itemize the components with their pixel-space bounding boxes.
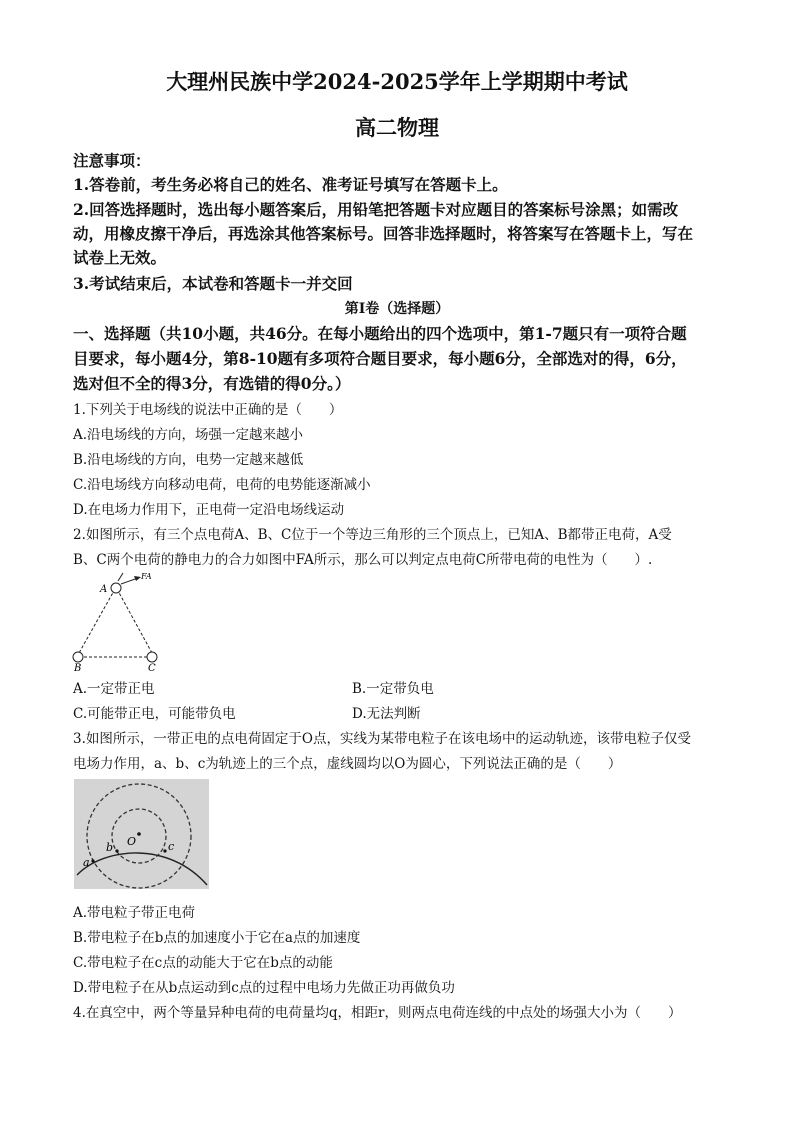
charge-b (73, 652, 83, 662)
q1-stem: 1.下列关于电场线的说法中正确的是（ ） (73, 402, 343, 418)
q3-option-d: D.带电粒子在从b点运动到c点的过程中电场力先做正功再做负功 (73, 980, 455, 996)
label-b: B (74, 663, 82, 674)
notice-item-2-line-3: 试卷上无效。 (73, 248, 167, 267)
q3-stem-line-2: 电场力作用，a、b、c为轨迹上的三个点，虚线圆均以O为圆心，下列说法正确的是（ ） (73, 756, 622, 772)
q2-option-c: C.可能带正电，可能带负电 (73, 706, 236, 722)
exam-title: 大理州民族中学2024-2025学年上学期期中考试 (166, 69, 628, 94)
triangle-side-ac (117, 589, 152, 653)
q1-option-a: A.沿电场线的方向，场强一定越来越小 (73, 427, 304, 443)
exam-subject: 高二物理 (355, 115, 439, 140)
force-arrow-head (134, 576, 141, 581)
section-instructions-line-1: 一、选择题（共10小题，共46分。在每小题给出的四个选项中，第1-7题只有一项符合题 (73, 324, 687, 343)
label-a: A (100, 584, 108, 595)
label-b: b (106, 841, 114, 854)
q1-option-c: C.沿电场线方向移动电荷，电荷的电势能逐渐减小 (73, 477, 371, 493)
q2-option-a: A.一定带正电 (73, 681, 155, 697)
notice-heading: 注意事项： (73, 151, 151, 170)
figure-background (74, 779, 209, 889)
q3-field-figure (74, 779, 209, 889)
q2-option-b: B.一定带负电 (352, 681, 434, 697)
label-a: a (83, 856, 90, 869)
volume-heading: 第Ⅰ卷（选择题） (344, 301, 450, 317)
q1-option-b: B.沿电场线的方向，电势一定越来越低 (73, 452, 304, 468)
section-instructions-line-3: 选对但不全的得3分，有选错的得0分。） (73, 374, 351, 393)
q2-option-d: D.无法判断 (352, 706, 421, 722)
charge-c (147, 652, 157, 662)
q2-stem-line-2: B、C两个电荷的静电力的合力如图中FA所示，那么可以判定点电荷C所带电荷的电性为（ ）. (73, 552, 653, 568)
q3-option-c: C.带电粒子在c点的动能大于它在b点的动能 (73, 955, 333, 971)
label-force: FA (141, 572, 152, 581)
label-c: c (168, 840, 175, 853)
q4-stem: 4.在真空中，两个等量异种电荷的电荷量均q，相距r，则两点电荷连线的中点处的场强大小为（ ） (73, 1005, 682, 1021)
notice-item-1: 1.答卷前，考生务必将自己的姓名、准考证号填写在答题卡上。 (73, 175, 508, 194)
q2-triangle-figure (66, 568, 176, 674)
q3-option-a: A.带电粒子带正电荷 (73, 905, 196, 921)
charge-a (111, 583, 121, 593)
notice-item-2-line-2: 动，用橡皮擦干净后，再选涂其他答案标号。回答非选择题时，将答案写在答题卡上，写在 (73, 224, 694, 243)
notice-item-2-line-1: 2.回答选择题时，选出每小题答案后，用铅笔把答题卡对应题目的答案标号涂黑；如需改 (73, 200, 679, 219)
notice-item-3: 3.考试结束后，本试卷和答题卡一并交回 (73, 274, 353, 293)
point-b (115, 849, 118, 852)
q1-option-d: D.在电场力作用下，正电荷一定沿电场线运动 (73, 502, 345, 518)
point-o (137, 832, 141, 836)
label-c: C (148, 663, 156, 674)
section-instructions-line-2: 目要求，每小题4分，第8-10题有多项符合题目要求，每小题6分，全部选对的得，6分， (73, 349, 687, 368)
force-reference-line (118, 573, 123, 581)
label-o: O (127, 835, 137, 848)
point-a (91, 859, 94, 862)
triangle-side-ab (79, 589, 115, 653)
q3-option-b: B.带电粒子在b点的加速度小于它在a点的加速度 (73, 930, 361, 946)
q2-stem-line-1: 2.如图所示，有三个点电荷A、B、C位于一个等边三角形的三个顶点上，已知A、B都带正电荷，A受 (73, 527, 672, 543)
point-c (163, 849, 166, 852)
q3-stem-line-1: 3.如图所示，一带正电的点电荷固定于O点，实线为某带电粒子在该电场中的运动轨迹，该带电粒子仅受 (73, 731, 691, 747)
